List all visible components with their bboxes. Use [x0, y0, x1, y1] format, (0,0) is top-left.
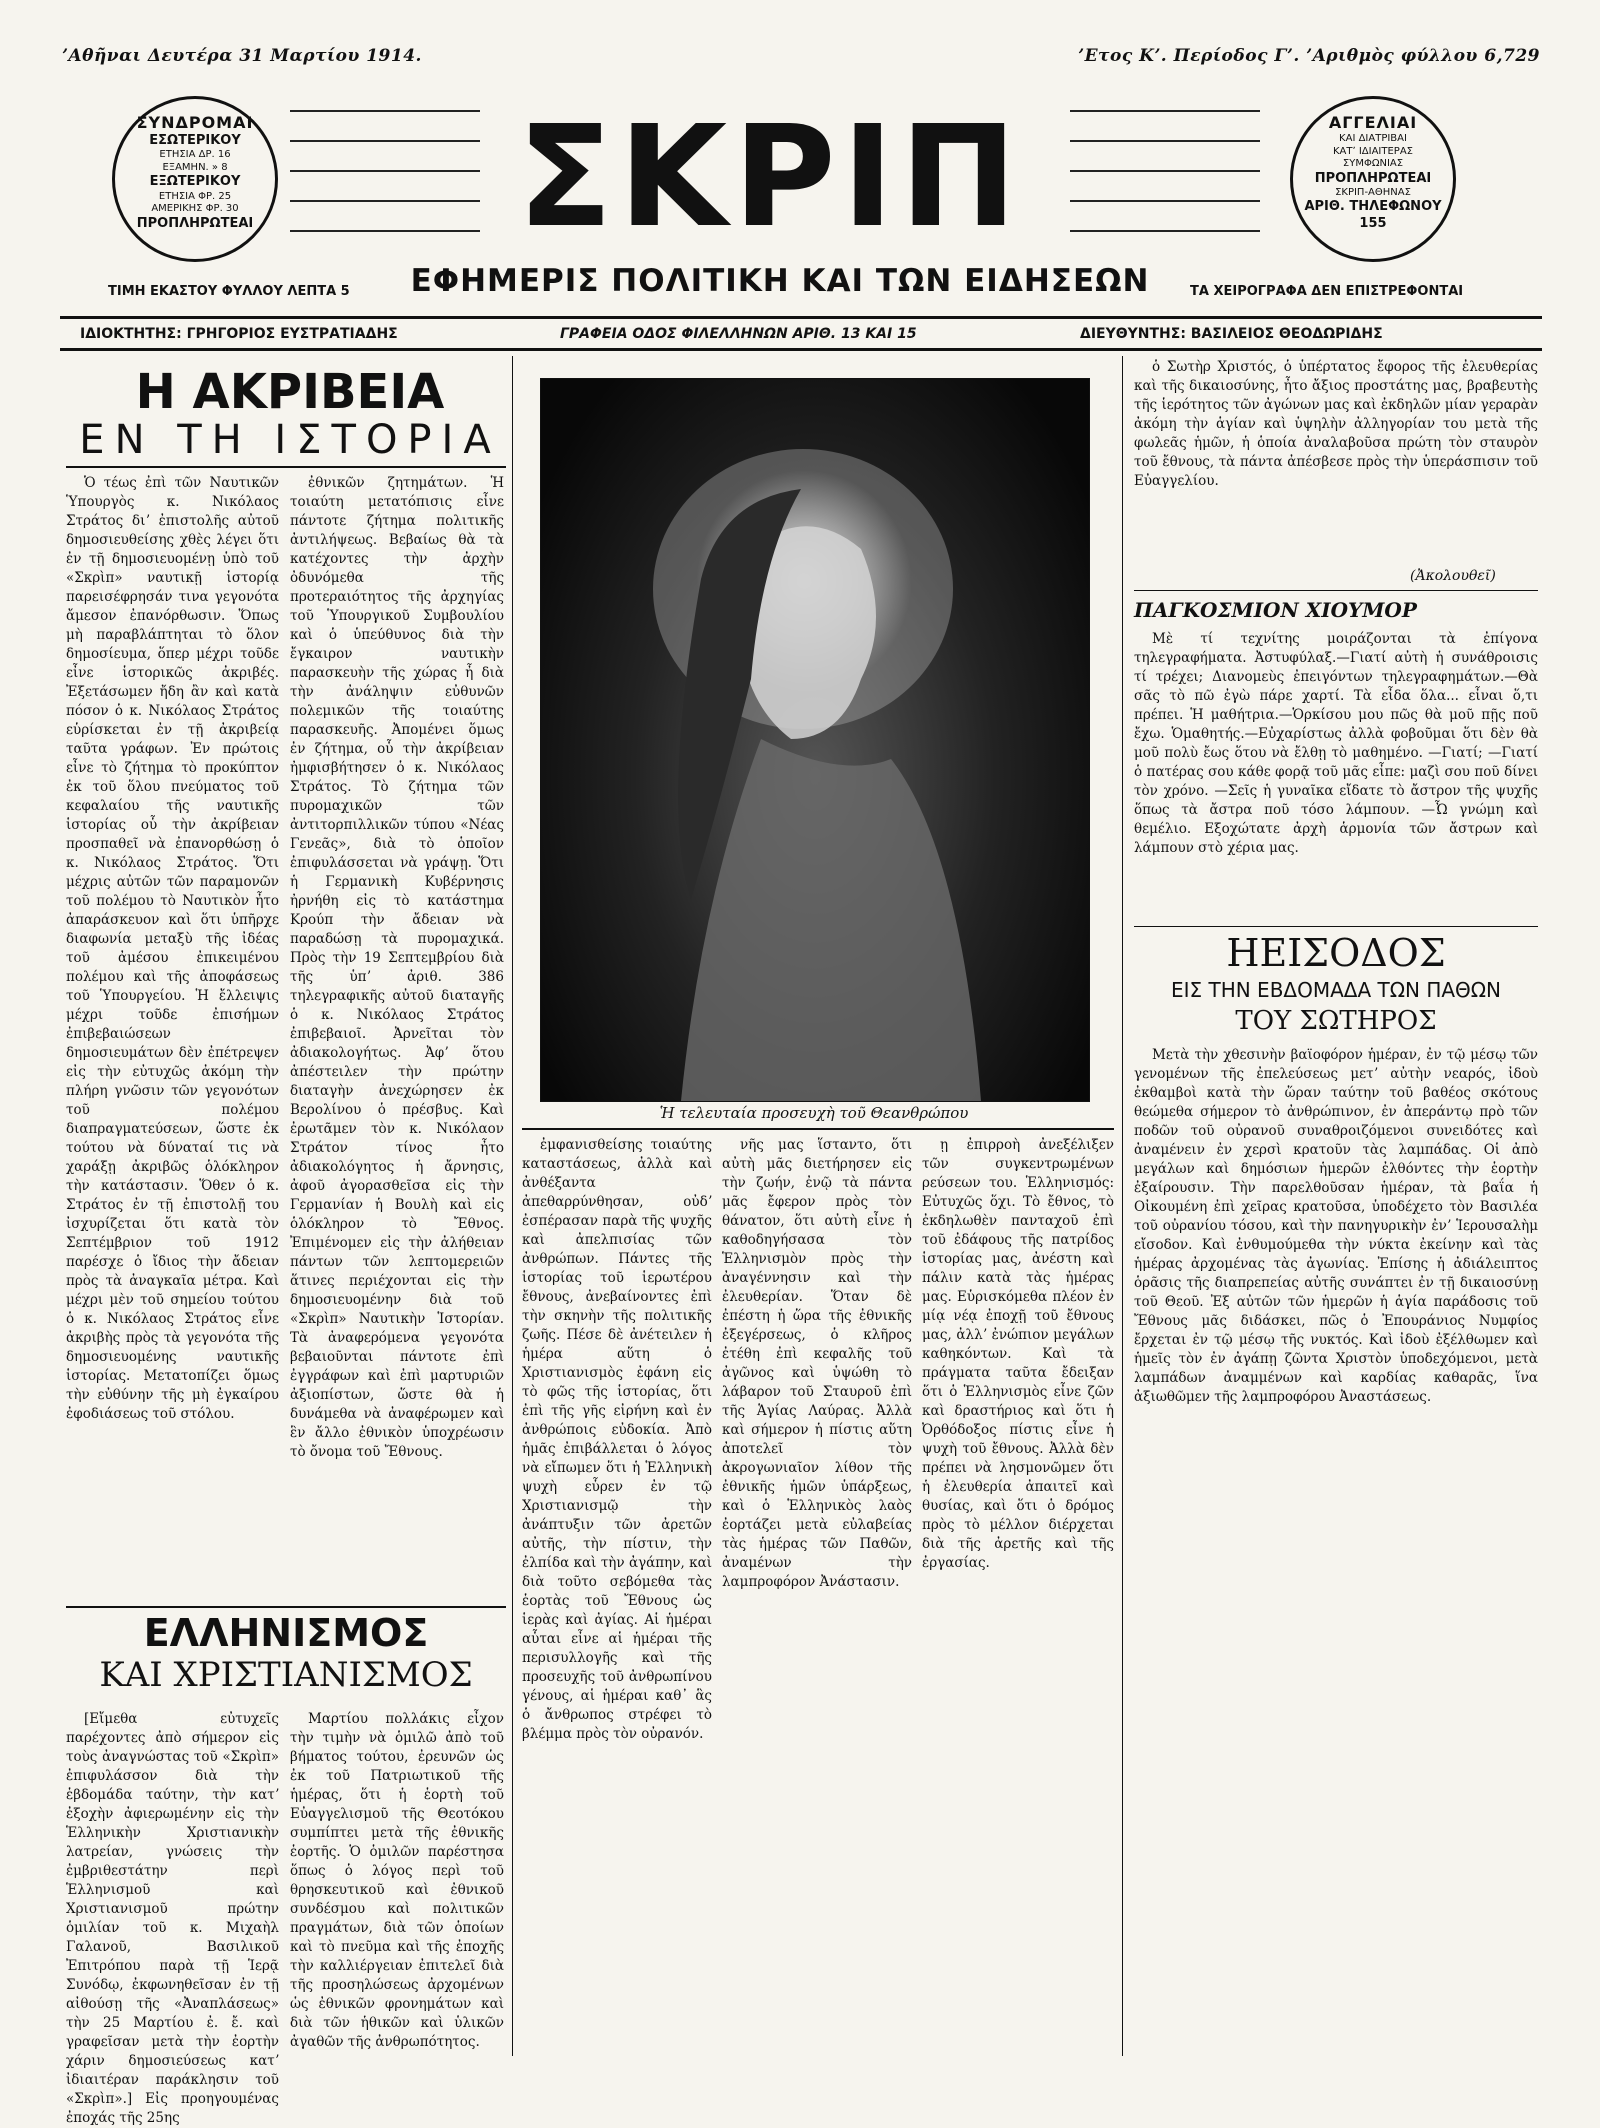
- hesiod-text: Μετὰ τὴν χθεσινὴν βαϊοφόρον ἡμέραν, ἐν τῷ μέσῳ τῶν γενομένων τῆς ἐπελεύσεως μετʼ αὐτὴν νεαρός, ἰδοὺ ἐκθαμβοὶ κατὰ τὴν ὥραν ταύτην τοῦ βαθέος σκότους θεώμεθα σήμερον τὸ ἀνθρώπινον, ἐν ἀπεράντῳ πρὸ τῶν ποδῶν τοῦ οὐρανοῦ συναθροιζόμενοι συνειδότες καὶ ἀναμένειν ἐν χερσὶ κρατοῦν τὰς λαμπάδας. Οἱ ἀπὸ μεγάλων καὶ δημόσιων ἡμερῶν ἐλθόντες τὴν ἑορτὴν ἐξαίρουσιν. Τὴν παρελθοῦσαν ἡμέραν, τὰ βαΐα ἡ Οἰκουμένη ἐπὶ χεῖρας κρατοῦσα, ὑποδέχετο τὸν Βασιλέα τοῦ οὐρανίου τόσου, καὶ τὴν πανηγυρικὴν ἐνʼ Ἱερουσαλὴμ εἴσοδον. Καὶ ἐνθυμούμεθα τὴν νύκτα ἐκείνην καὶ τὰς ἡμέρας ἀρχομένας τὰς ἀγωνίας. Ἐπίσης ἡ ἀδιάλειπτος ὁρᾶσις τῆς διαπρεπείας αὐτῆς συνάπτει ἐν τῇ δικαιοσύνῃ τοῦ Θεοῦ. Ἐξ αὐτῶν τῶν ἡμερῶν ἡ ἁγία παράδοσις τοῦ Ἔθνους μᾶς διδάσκει, πῶς ὁ Ἐπουράνιος Νυμφίος ἔρχεται ἐν τῷ μέσῳ τῆς νυκτός. Καὶ ἰδοὺ ἐξέλθωμεν καὶ ἡμεῖς τὸν ἐν ἀγάπῃ ζῶντα Χριστὸν ὑποδεχόμενοι, μετὰ λαμπάδων ἀναμμένων καὶ καρδίας καθαρᾶς, ἵνα ἀξιωθῶμεν τῆς λαμπροφόρου Ἀναστάσεως.: [1134, 1047, 1538, 1405]
- masthead-rule-top: [60, 316, 1542, 319]
- right-ornament-lines: [1070, 110, 1260, 260]
- article2-rule-top: [66, 1606, 506, 1608]
- humor-title: ΠΑΓΚΟΣΜΙΟΝ ΧΙΟΥΜΟΡ: [1134, 598, 1417, 622]
- article2-col2-text: Μαρτίου πολλάκις εἶχον τὴν τιμὴν νὰ ὁμιλῶ ἀπὸ τοῦ βήματος τούτου, ἐρευνῶν ὡς ἐκ τοῦ Πατριωτικοῦ τῆς ἡμέρας, ὅτι ἡ ἑορτὴ τοῦ Εὐαγγελισμοῦ τῆς Θεοτόκου συμπίπτει μετὰ τῆς ἐθνικῆς ἑορτῆς. Ὁ ὁμιλῶν παρέστησα ὅπως ὁ λόγος περὶ τοῦ θρησκευτικοῦ καὶ ἐθνικοῦ συνδέσμου καὶ πολιτικῶν πραγμάτων, διὰ τῶν ὁποίων καὶ τὸ πνεῦμα καὶ τῆς ἐποχῆς τὴν καλλιέργειαν ἐπιτελεῖ διὰ τῆς προσηλώσεως ἀρχομένων ὡς ἐθνικῶν φρονημάτων καὶ διὰ τῶν ἡθικῶν καὶ ὑλικῶν ἀγαθῶν τῆς ἀνθρωπότητος.: [290, 1711, 504, 2050]
- humor-text: Μὲ τί τεχνίτης μοιράζονται τὰ ἐπίγονα τηλεγραφήματα. Ἀστυφύλαξ.—Γιατί αὐτὴ ἡ συνάθροισις τί τρέχει; Διανομεὺς ἐπειγόντων τηλεγραφημάτων.—Θὰ σᾶς τὸ πῶ ἐγὼ πάρε χαρτί. Τὰ εἶδα ὅλα... εἶναι ὅ,τι πρέπει. Ἡ μαθήτρια.—Ὁρκίσου μου πῶς θὰ μοῦ πῇς ποῦ ἔχω. Ὁμαθητής.—Εὐχαρίστως ἀλλὰ φοβοῦμαι ὅτι δὲν θὰ μοῦ πολὺ ἔως ὅτου νὰ ἔλθῃ τὸ μαθημένο. —Γιατί; —Γιατί ὁ πατέρας σου κάθε φορᾷ τοῦ μᾶς εἶπε: μαζὶ σου ποῦ δίνει τὸν χρόνο. —Σεῖς ἡ γυναῖκα εἴδατε τὸ ἄστρον τῆς ψυχῆς ὅπως τὰ ἄστρα ποῦ τόσο λάμπουν. —Ὦ γνώμη καὶ θεμέλιο. Εξοχώτατε ἀρχὴ ἁρμονία τῶν ἄστρων καὶ λάμπουν στὸ χέρια μας.: [1134, 631, 1538, 856]
- center-column-1: [522, 1136, 712, 2056]
- hesiod-subtitle: ΕΙΣ ΤΗΝ ΕΒΔΟΜΑΔΑ ΤΩΝ ΠΑΘΩΝ: [1170, 978, 1502, 1002]
- humor-column: [1134, 630, 1538, 920]
- center-column-3: [922, 1136, 1114, 2056]
- right-rule-1: [1134, 590, 1538, 591]
- christ-prayer-photo: [540, 378, 1090, 1102]
- article1-col2-text: ἐθνικῶν ζητημάτων. Ἡ τοιαύτη μετατόπισις εἶνε πάντοτε ζήτημα πολιτικῆς ἀντιλήψεως. Βεβαίως θὰ τὰ κατέχοντες τὴν ἀρχὴν ὀδυνόμεθα τῆς προτεραιότητος τῆς ἀρχηγίας τοῦ Ὑπουργικοῦ Συμβουλίου καὶ ὁ ὑπεύθυνος διὰ τὴν ἔγκαιρον ναυτικὴν παρασκευὴν τῆς χώρας ἦ διὰ τὴν ἀνάληψιν εὐθυνῶν πολεμικῶν τῆς τοιαύτης παρασκευῆς. Ἀπομένει ὅμως ἐν ζήτημα, οὗ τὴν ἀκρίβειαν ἠμφισβήτησεν ὁ κ. Νικόλαος Στράτος. Τὸ ζήτημα τῶν πυρομαχικῶν τῶν ἀντιτορπιλλικῶν τύπου «Νέας Γενεᾶς», διὰ τὸ ὁποῖον ἐπιφυλάσσεται νὰ γράψῃ. Ὅτι ἡ Γερμανικὴ Κυβέρνησις ἠρνήθη εἰς τὸ κατάστημα Κρούπ τὴν ἄδειαν νὰ παραδώσῃ τὰ πυρομαχικά. Πρὸς τὴν 19 Σεπτεμβρίου διὰ τῆς ὑπʼ ἀριθ. 386 τηλεγραφικῆς αὐτοῦ διαταγῆς ὁ κ. Νικόλαος Στράτος ἐπιβεβαιοῖ. Ἀρνεῖται τὸν ἀδιακολογήτως. Ἀφʼ ὅτου ἀπέστειλεν τὴν πρώτην διαταγὴν ἀνεχώρησεν ἐκ Βερολίνου ὁ πρέσβυς. Καὶ ἐρωτᾶμεν τὸν κ. Νικόλαον Στράτον τίνος ἦτο ἀδιακολόγητος ἡ ἄρνησις, ἀφοῦ ἀγορασθεῖσα εἰς τὴν Γερμανίαν ἡ Βουλὴ καὶ εἰς ὁλόκληρον τὸ Ἔθνος. Ἐπιμένομεν εἰς τὴν ἀλήθειαν πάντων τῶν λεπτομερειῶν ἅτινες περιέχονται εἰς τὴν δημοσιευομένην διὰ τοῦ «Σκρὶπ» Ναυτικὴν Ἱστορίαν. Τὰ ἀναφερόμενα γεγονότα βεβαιοῦνται πάντοτε ἐπὶ ἐγγράφων καὶ ἐπὶ μαρτυριῶν ἀξιοπίστων, ὥστε θὰ ἡ δυνάμεθα νὰ ἀναφέρωμεν καὶ ἓν ἄλλο ἐθνικὸν ὑποχρέωσιν τὸ ὄνομα τοῦ Ἔθνους.: [290, 475, 504, 1460]
- seal-advertisements: [1290, 96, 1456, 262]
- photo-caption: Ἡ τελευταία προσευχὴ τοῦ Θεανθρώπου: [659, 1104, 969, 1122]
- center-col2-text: νῆς μας ἵσταντο, ὅτι αὐτὴ μᾶς διετήρησεν εἰς τὴν ζωήν, ἐνῷ τὰ πάντα μᾶς ἔφερον πρὸς τὸν θάνατον, ὅτι αὐτὴ εἶνε ἡ καθοδηγήσασα τὸν Ἑλληνισμὸν πρὸς τὴν ἀναγέννησιν καὶ τὴν ἐλευθερίαν. Ὅταν δὲ ἐπέστη ἡ ὥρα τῆς ἐθνικῆς ἐξεγέρσεως, ὁ κλῆρος ἐτέθη ἐπὶ κεφαλῆς τοῦ ἀγῶνος καὶ ὑψώθη τὸ λάβαρον τοῦ Σταυροῦ ἐπὶ τῆς Ἁγίας Λαύρας. Ἀλλὰ καὶ σήμερον ἡ πίστις αὕτη ἀποτελεῖ τὸν ἀκρογωνιαῖον λίθον τῆς ἐθνικῆς ἡμῶν ὑπάρξεως, καὶ ὁ Ἑλληνικὸς λαὸς ἐορτάζει μετὰ εὐλαβείας τὰς ἡμέρας τῶν Παθῶν, ἀναμένων τὴν λαμπροφόρον Ἀνάστασιν.: [722, 1137, 912, 1590]
- photo-rule: [522, 1128, 1114, 1130]
- seal-right-line1: ΚΑΙ ΔΙΑΤΡΙΒΑΙ: [1339, 133, 1407, 144]
- left-ornament-lines: [290, 110, 480, 260]
- seal-right-bottom: ΑΡΙΘ. ΤΗΛΕΦΩΝΟΥ 155: [1304, 199, 1442, 231]
- article1-headline-1: Η ΑΚΡΙΒΕΙΑ: [135, 364, 445, 420]
- right-top-paragraph: ὁ Σωτὴρ Χριστός, ὁ ὑπέρτατος ἔφορος τῆς ἐλευθερίας καὶ τῆς δικαιοσύνης, ἦτο ἄξιος προστάτης μας, βραβευτὴς τῆς ἱερότητος τῶν ἀγώνων μας καὶ ἐκδηλῶν μίαν γεραρὰν ἀκόμη τὴν ἁγίαν καὶ ὑψηλὴν ἀλληγορίαν του μετὰ τῆς φωλεᾶς ἡμῶν, ἡ ὁποία ἀναλαβοῦσα πρώτη τὸν σταυρὸν τοῦ ἔθνους, τὰ πάντα ἀπέσβεσε πρὸς τὴν ὑπεράσπισιν τοῦ Εὐαγγελίου.: [1134, 359, 1538, 489]
- hesiod-subtitle-2: ΤΟΥ ΣΩΤΗΡΟΣ: [1235, 1006, 1437, 1036]
- seal-left-line3: ΕΞΑΜΗΝ. » 8: [162, 161, 228, 173]
- masthead-title: ΣΚΡΙΠ: [517, 96, 1023, 259]
- seal-right-line4: ΠΡΟΠΛΗΡΩΤΕΑΙ: [1314, 170, 1432, 186]
- price-note: ΤΙΜΗ ΕΚΑΣΤΟΥ ΦΥΛΛΟΥ ΛΕΠΤΑ 5: [108, 284, 350, 299]
- column-rule-1: [512, 356, 513, 2056]
- article1-column-1: [66, 474, 279, 1594]
- article2-headline-2: ΚΑΙ ΧΡΙΣΤΙΑΝΙΣΜΟΣ: [99, 1655, 473, 1695]
- owner-line: ΙΔΙΟΚΤΗΤΗΣ: ΓΡΗΓΟΡΙΟΣ ΕΥΣΤΡΑΤΙΑΔΗΣ: [80, 326, 398, 342]
- article1-headline-2: ΕΝ ΤΗ ΙΣΤΟΡΙΑ: [79, 417, 501, 463]
- dateline-right: ʼΕτος Κʼ. Περίοδος Γʼ. ʼΑριθμὸς φύλλου 6,729: [1078, 46, 1540, 66]
- manuscripts-note: ΤΑ ΧΕΙΡΟΓΡΑΦΑ ΔΕΝ ΕΠΙΣΤΡΕΦΟΝΤΑΙ: [1190, 284, 1464, 299]
- center-col1-text: ἐμφανισθείσης τοιαύτης καταστάσεως, ἀλλὰ καὶ ἀνθέξαντα ἀπεθαρρύνθησαν, οὐδʼ ἐσπέρασαν παρὰ τῆς ψυχῆς καὶ ἀπελπισίας τῶν ἀνθρώπων. Πάντες τῆς ἱστορίας τοῦ ἱερωτέρου ἔθνους, ἀνεβαίνοντες ἐπὶ τὴν σκηνὴν τῆς πολιτικῆς ζωῆς. Πέσε δὲ ἀνέτειλεν ἡ ἡμέρα αὕτη ὁ Χριστιανισμὸς ἐφάνη εἰς τὸ φῶς τῆς ἱστορίας, ὅτι ἐπὶ τῆς γῆς εἰρήνη καὶ ἐν ἀνθρώποις εὐδοκία. Ἀπὸ ἡμᾶς ἐπιβάλλεται ὁ λόγος νὰ εἴπωμεν ὅτι ἡ Ἑλληνικὴ ψυχὴ εὗρεν ἐν τῷ Χριστιανισμῷ τὴν ἀνάπτυξιν τῶν ἀρετῶν αὐτῆς, τὴν πίστιν, τὴν ἐλπίδα καὶ τὴν ἀγάπην, καὶ διὰ τοῦτο σεβόμεθα τὰς ἑορτὰς τοῦ Ἔθνους ὡς ἱερὰς καὶ ἀγίας. Αἱ ἡμέραι αὗται εἶνε αἱ ἡμέραι τῆς περισυλλογῆς καὶ τῆς προσευχῆς τοῦ ἀνθρωπίνου γένους, αἱ ἡμέραι καθ᾿ ἃς ὁ ἄνθρωπος στρέφει τὸ βλέμμα πρὸς τὸν οὐρανόν.: [522, 1137, 712, 1742]
- article2-column-1: [66, 1710, 279, 2126]
- seal-right-line5: ΣΚΡΙΠ-ΑΘΗΝΑΣ: [1335, 186, 1411, 198]
- article2-col1-text: [Εἴμεθα εὐτυχεῖς παρέχοντες ἀπὸ σήμερον εἰς τοὺς ἀναγνώστας τοῦ «Σκρὶπ» ἐπιφυλάσσον διὰ τὴν ἑβδομάδα ταύτην, τὴν κατʼ ἐξοχὴν ἀφιερωμένην εἰς τὴν Ἑλληνικὴν Χριστιανικὴν λατρείαν, γνώσεις τὴν ἐμβριθεστάτην περὶ Ἑλληνισμοῦ καὶ Χριστιανισμοῦ πρώτην ὁμιλίαν τοῦ κ. Μιχαὴλ Γαλανοῦ, Βασιλικοῦ Ἐπιτρόπου παρὰ τῇ Ἱερᾷ Συνόδῳ, ἐκφωνηθεῖσαν ἐν τῇ αἰθούσῃ τῆς «Ἀναπλάσεως» τὴν 25 Μαρτίου ἐ. ἔ. καὶ γραφεῖσαν μετὰ τὴν ἐορτὴν χάριν δημοσιεύσεως κατʼ ἰδιαιτέραν παράκλησιν τοῦ «Σκρὶπ».] Εἰς προηγουμένας ἐποχάς τῆς 25ης: [66, 1711, 279, 2126]
- hesiod-title: ΗΕΙΣΟΔΟΣ: [1226, 931, 1446, 975]
- masthead-rule-bottom: [60, 348, 1542, 351]
- seal-left-bottom: ΠΡΟΠΛΗΡΩΤΕΑΙ: [136, 215, 254, 231]
- offices-line: ΓΡΑΦΕΙΑ ΟΔΟΣ ΦΙΛΕΛΛΗΝΩΝ ΑΡΙΘ. 13 ΚΑΙ 15: [560, 326, 917, 342]
- seal-left-line1: ΕΣΩΤΕΡΙΚΟΥ: [149, 133, 241, 148]
- center-column-2: [722, 1136, 912, 2056]
- article1-rule: [66, 466, 506, 468]
- photo-figure-shape: [541, 379, 1089, 1101]
- right-top-text: [1134, 358, 1538, 558]
- column-rule-2: [1122, 356, 1123, 2056]
- right-rule-2: [1134, 926, 1538, 927]
- seal-left-line6: ΑΜΕΡΙΚΗΣ ΦΡ. 30: [151, 203, 239, 214]
- article1-column-2: [290, 474, 504, 1594]
- article2-headline-1: ΕΛΛΗΝΙΣΜΟΣ: [143, 1611, 429, 1655]
- article1-col1-text: Ὁ τέως ἐπὶ τῶν Ναυτικῶν Ὑπουργὸς κ. Νικόλαος Στράτος διʼ ἐπιστολῆς αὐτοῦ δημοσιευθείσης χθὲς λέγει ὅτι ἐν τῇ δημοσιευομένῃ ὑπὸ τοῦ «Σκρὶπ» ναυτικῇ ἱστορίᾳ παρεισέφρησάν τινα γεγονότα ἄμεσον ἐπανόρθωσιν. Ὅπως μὴ παραβλάπτηται τὸ ὅλον δημοσίευμα, ὅπερ μέχρι τοῦδε εἶνε ἱστορικῶς ἀκριβές. Ἐξετάσωμεν ἤδη ἂν καὶ κατὰ πόσον ὁ κ. Νικόλαος Στράτος εὑρίσκεται ἐν τῇ ἀκριβείᾳ ταῦτα γράφων. Ἐν πρώτοις εἶνε τὸ ζήτημα τὸ προκύπτον ἐκ τοῦ ὅλου πνεύματος τοῦ κεφαλαίου τῆς ναυτικῆς ἱστορίας οὗ τὴν ἀκρίβειαν προσπαθεῖ νὰ ἐπανορθώσῃ ὁ κ. Νικόλαος Στράτος. Ὅτι μέχρις αὐτῶν τῶν παραμονῶν τοῦ πολέμου τὸ Ναυτικὸν ἦτο ἀπαράσκευον καὶ ὅτι ὑπῆρχε διαφωνία μεταξὺ τῆς ἰδέας τοῦ ἀμέσου ἐπικειμένου πολέμου καὶ τῆς ἀποφάσεως τοῦ Ὑπουργείου. Ἡ ἔλλειψις μέχρι τοῦδε ἐπισήμων ἐπιβεβαιώσεων δημοσιευμάτων δὲν ἐπέτρεψεν εἰς τὴν εὐτυχῶς ἀκόμη τὴν πλήρη γνῶσιν τῶν γεγονότων τοῦ πολέμου διαπραγματεύσεων, ὥστε ἐκ τούτου νὰ δύναταί τις νὰ χαράξῃ ἀκριβῶς ὁλόκληρον τὴν κατάστασιν. Ὅθεν ὁ κ. Στράτος ἐν τῇ ἐπιστολῇ του ἰσχυρίζεται ὅτι κατὰ τὸν Σεπτέμβριον τοῦ 1912 παρέσχε ὁ ἴδιος τὴν ἄδειαν πρὸς τὰ ἀναγκαῖα μέτρα. Καὶ μέχρι μὲν τοῦ σημείου τούτου ὁ κ. Νικόλαος Στράτος εἶνε ἀκριβὴς πρὸς τὰ γεγονότα τῆς δημοσιευομένης ναυτικῆς ἱστορίας. Μετατοπίζει ὅμως τὴν εὐθύνην τῆς μὴ ἐγκαίρου ἐφοδιάσεως τοῦ στόλου.: [66, 475, 279, 1422]
- seal-right-line3: ΣΥΜΦΩΝΙΑΣ: [1342, 158, 1404, 169]
- hesiod-column: [1134, 1046, 1538, 2056]
- dateline-left: ʼΑθῆναι Δευτέρα 31 Μαρτίου 1914.: [62, 46, 422, 66]
- masthead-subtitle: ΕΦΗΜΕΡΙΣ ΠΟΛΙΤΙΚΗ ΚΑΙ ΤΩΝ ΕΙΔΗΣΕΩΝ: [410, 263, 1150, 299]
- director-line: ΔΙΕΥΘΥΝΤΗΣ: ΒΑΣΙΛΕΙΟΣ ΘΕΟΔΩΡΙΔΗΣ: [1080, 326, 1383, 342]
- seal-subscriptions: [112, 96, 278, 262]
- seal-left-title: ΣΥΝΔΡΟΜΑΙ: [136, 113, 254, 132]
- seal-left-line4: ΕΞΩΤΕΡΙΚΟΥ: [149, 174, 241, 190]
- seal-left-line5: ΕΤΗΣΙΑ ΦΡ. 25: [158, 190, 232, 202]
- article2-column-2: [290, 1710, 504, 2060]
- seal-right-title: ΑΓΓΕΛΙΑΙ: [1328, 113, 1418, 132]
- seal-right-line2: ΚΑΤʼ ΙΔΙΑΙΤΕΡΑΣ: [1332, 145, 1413, 157]
- seal-left-line2: ΕΤΗΣΙΑ ΔΡ. 16: [159, 149, 231, 161]
- center-col3-text: ῃ ἐπιρροὴ ἀνεξέλιξεν τῶν συγκεντρωμένων ρεύσεων του. Ἑλληνισμός: Εὐτυχῶς ὅχι. Τὸ ἔθνος, τὸ ἐκδηλωθὲν πανταχοῦ ἐπὶ τοῦ ἐδάφους τῆς πατρίδος ἱστορίας μας, ἀνέστη καὶ πάλιν κατὰ τὰς ἡμέρας μας. Εὑρισκόμεθα πλέον ἐν μίᾳ νέᾳ ἐποχῇ τοῦ ἔθνους μας, ἀλλʼ ἐνώπιον μεγάλων καθηκόντων. Καὶ τὰ πράγματα ταῦτα ἔδειξαν ὅτι ὁ Ἑλληνισμὸς εἶνε ζῶν καὶ δραστήριος καὶ ὅτι ἡ Ὀρθόδοξος πίστις εἶνε ἡ ψυχὴ τοῦ ἔθνους. Ἀλλὰ δὲν πρέπει νὰ λησμονῶμεν ὅτι ἡ ἐλευθερία ἀπαιτεῖ καὶ θυσίας, καὶ ὅτι ὁ δρόμος πρὸς τὸ μέλλον διέρχεται διὰ τῆς ἀρετῆς καὶ τῆς ἐργασίας.: [922, 1137, 1114, 1571]
- continued-note: (Ἀκολουθεῖ): [1410, 568, 1496, 584]
